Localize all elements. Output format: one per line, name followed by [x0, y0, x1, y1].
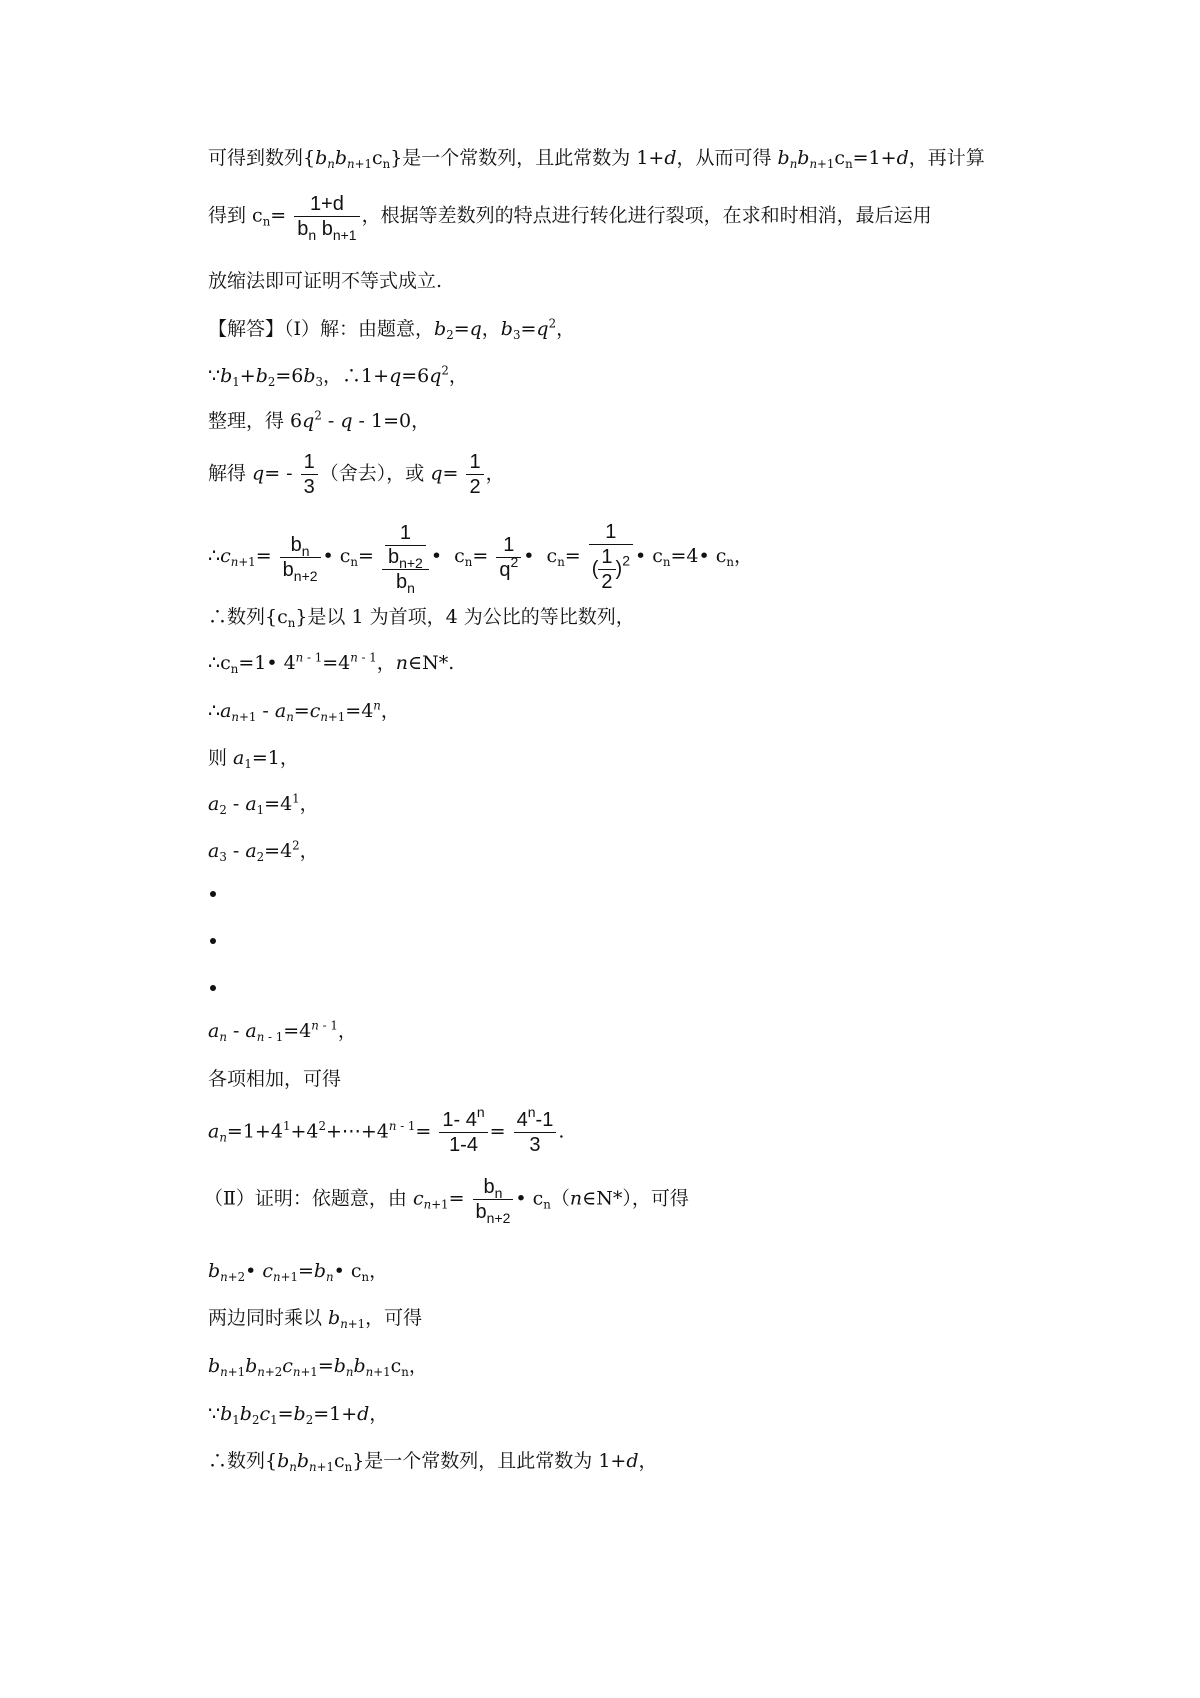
paragraph-line: $\therefore a_{n+1} - a_n=c_{n+1}=4^n$， [208, 698, 400, 725]
fraction: $\frac{b_n}{b_{n+2}}$ [280, 535, 321, 580]
paragraph-line: （Ⅱ）证明：依题意，由 $c_{n+1}=$ $\frac{b_n}{b_{n+2}}$ • $c_n(n\in N*)$，可得 [204, 1176, 689, 1226]
text: 【解答】（Ⅰ）解：由题意， [208, 318, 435, 340]
paragraph-line: $a_3 - a_2=4^2$， [208, 838, 319, 865]
paragraph-line: $\therefore c_{n+1}=$ $\frac{b_n}{b_{n+2}}$ • $c_n=$ $\frac{\frac{1}{b_{n+2}}}{b_n}$ • $c_n=$ $\frac{1}{q^2}$ • $c_n=$ 1 ( $\frac{1}{2}$ )$^2$ • $c_n=4•$ $c_n$， [208, 521, 753, 596]
paragraph-line: 整理，得 $6q^2 - q - 1=0$， [208, 408, 431, 432]
fraction: 1 ( $\frac{1}{2}$ )$^2$ [589, 522, 633, 592]
ellipsis-dot [210, 985, 216, 991]
text: 可得到数列{ [208, 147, 316, 169]
fraction: $\frac{b_n}{b_{n+2}}$ [473, 1177, 514, 1222]
fraction: $\frac{4^n-1}{3}$ [514, 1110, 557, 1155]
fraction: $\frac{1}{3}$ [301, 452, 318, 497]
text: =1+ [852, 147, 897, 169]
paragraph-line: $\because b_1b_2c_1=b_2=1+d$， [208, 1403, 389, 1428]
text: ，再计算 [908, 147, 985, 169]
paragraph-line: ∴数列$\{c_n\}$是以 1 为首项，4 为公比的等比数列， [208, 606, 635, 631]
paragraph-line: $b_{n+2}•$ $c_{n+1}=b_n•$ $c_n$， [208, 1260, 389, 1285]
paragraph-line: $b_{n+1}b_{n+2}c_{n+1}=b_nb_{n+1}c_n$， [208, 1355, 428, 1380]
paragraph-line: $a_2 - a_1=4^1$， [208, 791, 319, 818]
paragraph-line: 各项相加，可得 [208, 1068, 342, 1090]
fraction: $\frac{1}{q^2}$ [496, 535, 521, 580]
paragraph-line: $a_n - a_{n - 1}=4^{n - 1}$， [208, 1018, 357, 1045]
paragraph-line: 解得 q= - $\frac{1}{3}$ （舍去），或 q= $\frac{1}{2}$ ， [208, 451, 505, 498]
paragraph-line: 可得到数列$\{b_nb_{n+1}c_n\}$是一个常数列，且此常数为 1+d，从而可得 $b_nb_{n+1}c_n=1+d$，再计算 [208, 147, 985, 172]
paragraph-line: 两边同时乘以 $b_{n+1}$，可得 [208, 1307, 423, 1332]
paragraph-line: 【解答】（Ⅰ）解：由题意，$b_2=q$，$b_3=q^2$， [208, 316, 576, 343]
paragraph-line: $a_n=1+4^1+4^2+\cdots+4^{n - 1}=$ $\frac{1- 4^n}{1-4}$ = $\frac{4^n-1}{3}$ . [208, 1103, 565, 1156]
paragraph-line: ∴数列$\{b_nb_{n+1}c_n\}$是一个常数列，且此常数为 1+d， [208, 1450, 658, 1475]
text: ，根据等差数列的特点进行转化进行裂项，在求和时相消，最后运用 [361, 204, 932, 227]
fraction: $\frac{1- 4^n}{1-4}$ [439, 1110, 487, 1155]
fraction: $\frac{1}{2}$ [466, 452, 483, 497]
fraction: $\frac{\frac{1}{b_{n+2}}}{b_n}$ [382, 523, 429, 592]
paragraph-line: $\because b_1+b_2=6b_3$，$\therefore 1+q=6q^2$， [208, 363, 468, 390]
paragraph-line: $\therefore c_n=1•$ $4^{n - 1}=4^{n - 1}$，n∈N*. [208, 650, 455, 677]
paragraph-line: 则 $a_1=1$， [208, 747, 299, 772]
text: }是一个常数列，且此常数为 1+ [390, 147, 665, 169]
text: 得到 c [208, 204, 263, 227]
paragraph-line: 放缩法即可证明不等式成立. [208, 270, 443, 292]
fraction: $\frac{1+d}{b_n b_{n+1}}$ [294, 194, 359, 239]
paragraph-line: 得到 $c_n=$ $\frac{1+d}{b_n b_{n+1}}$ ，根据等差数列的特点进行转化进行裂项，在求和时相消，最后运用 [208, 193, 932, 243]
ellipsis-dot [210, 891, 216, 897]
text: ，从而可得 [676, 147, 778, 169]
ellipsis-dot [210, 938, 216, 944]
